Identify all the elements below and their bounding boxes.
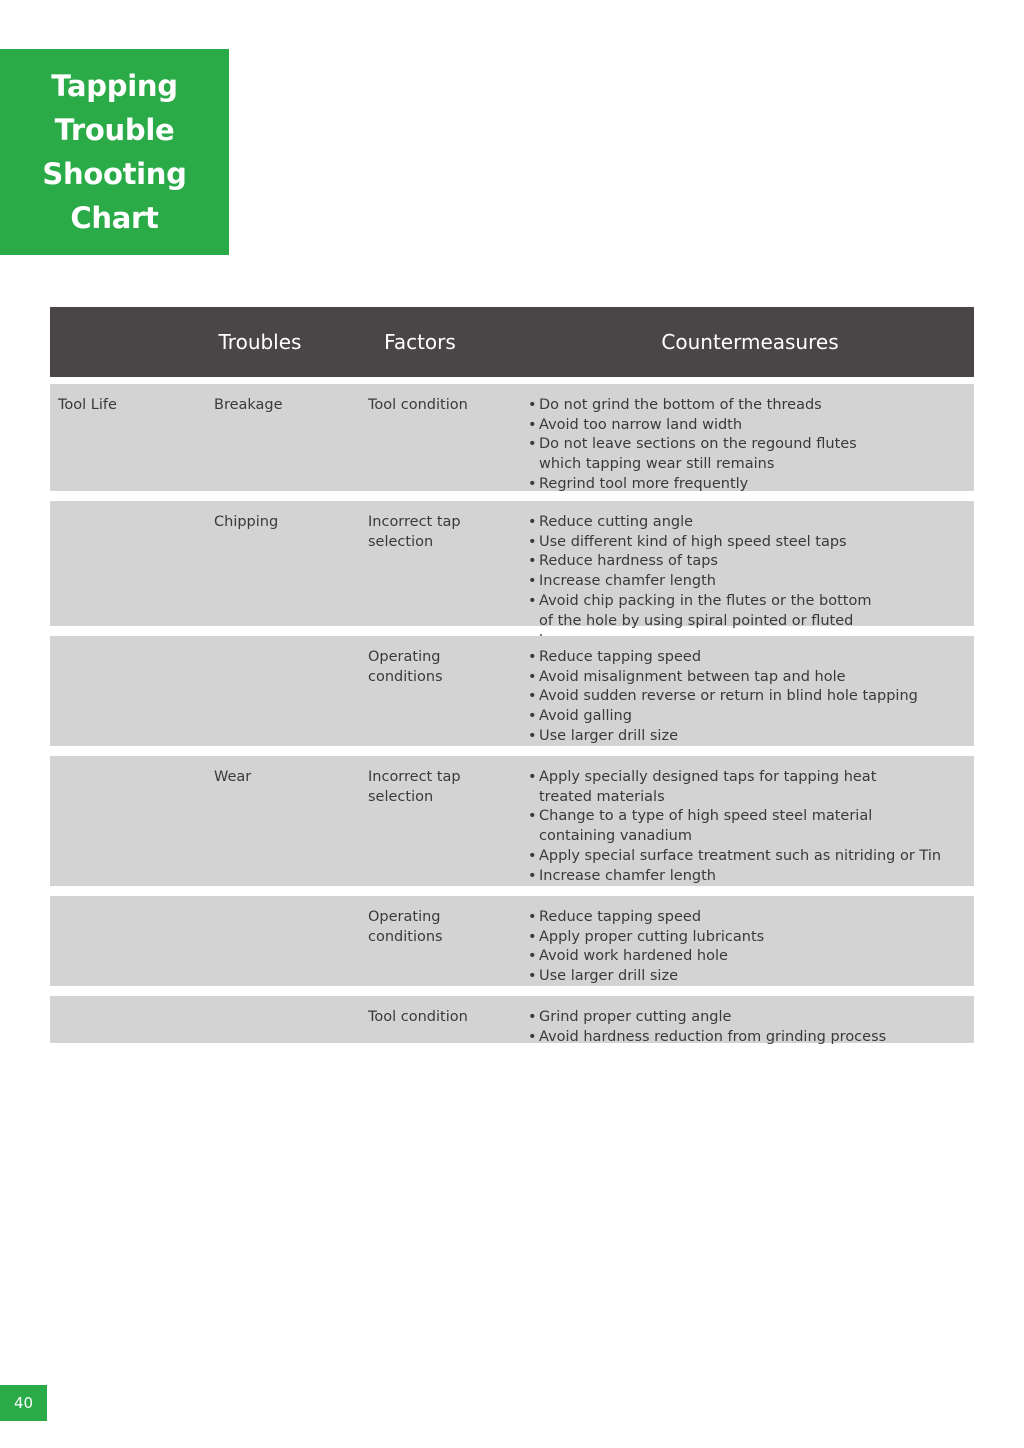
header-factors: Factors: [384, 330, 456, 354]
countermeasure-item: • Do not grind the bottom of the threads: [527, 396, 967, 416]
table-row: [50, 636, 974, 746]
countermeasure-item: • Avoid hardness reduction from grinding process: [527, 1028, 967, 1048]
row-divider: [50, 986, 974, 996]
countermeasure-item: • Avoid work hardened hole: [527, 947, 967, 967]
page-title-line: Trouble: [54, 113, 175, 147]
countermeasure-item: • Change to a type of high speed steel material containing vanadium: [527, 807, 879, 846]
countermeasure-item: • Use different kind of high speed steel taps: [527, 533, 967, 553]
row-divider: [50, 746, 974, 756]
countermeasure-item: • Apply proper cutting lubricants: [527, 928, 967, 948]
table-header: [50, 307, 974, 377]
row-factor: Incorrect tap selection: [368, 769, 461, 805]
table-row: [50, 756, 974, 886]
countermeasure-item: • Reduce cutting angle: [527, 513, 967, 533]
countermeasure-item: • Increase chamfer length: [527, 867, 967, 887]
page-title-line: Tapping: [51, 69, 178, 103]
countermeasure-item: • Use larger drill size: [527, 727, 967, 747]
header-troubles: Troubles: [218, 330, 302, 354]
page-title-line: Chart: [70, 201, 159, 235]
row-countermeasures: [527, 908, 967, 987]
table-row: [50, 896, 974, 986]
countermeasure-item: • Regrind tool more frequently: [527, 475, 967, 495]
countermeasure-item: • Do not leave sections on the regound flutes which tapping wear still remains: [527, 435, 859, 474]
row-countermeasures: [527, 768, 967, 886]
countermeasure-item: • Avoid too narrow land width: [527, 416, 967, 436]
row-trouble: Wear: [214, 769, 252, 785]
row-divider: [50, 886, 974, 896]
countermeasure-item: • Increase chamfer length: [527, 572, 967, 592]
page-number: 40: [0, 1385, 47, 1421]
countermeasure-item: • Avoid chip packing in the flutes or the bottom of the hole by using spiral pointed or fluted: [527, 592, 889, 651]
row-factor: Incorrect tap selection: [368, 514, 461, 550]
table-row: [50, 996, 974, 1043]
countermeasure-item: • Avoid sudden reverse or return in blind hole tapping: [527, 687, 967, 707]
countermeasure-item: • Reduce tapping speed: [527, 648, 967, 668]
header-divider: [50, 377, 974, 384]
row-factor: Tool condition: [368, 397, 468, 413]
row-countermeasures: [527, 648, 967, 747]
troubleshooting-table: [50, 307, 974, 1043]
row-category: Tool Life: [58, 397, 117, 413]
table-row: [50, 384, 974, 491]
row-trouble: Breakage: [214, 397, 283, 413]
row-trouble: Chipping: [214, 514, 279, 530]
countermeasure-item: • Apply special surface treatment such as nitriding or Tin: [527, 847, 967, 867]
row-countermeasures: [527, 513, 967, 651]
row-factor: Operating conditions: [368, 649, 443, 685]
header-countermeasures: Countermeasures: [661, 330, 839, 354]
row-factor: Tool condition: [368, 1009, 468, 1025]
table-row: [50, 501, 974, 629]
row-countermeasures: [527, 1008, 967, 1047]
countermeasure-item: • Reduce tapping speed: [527, 908, 967, 928]
page-title-block: [0, 49, 229, 255]
row-countermeasures: [527, 396, 967, 495]
countermeasure-item: • Use larger drill size: [527, 967, 967, 987]
countermeasure-item: • Avoid misalignment between tap and hole: [527, 668, 967, 688]
page-title-line: Shooting: [42, 157, 187, 191]
countermeasure-item: • Reduce hardness of taps: [527, 552, 967, 572]
countermeasure-item: • Apply specially designed taps for tapping heat treated materials: [527, 768, 879, 807]
countermeasure-item: • Avoid galling: [527, 707, 967, 727]
countermeasure-item: • Grind proper cutting angle: [527, 1008, 967, 1028]
row-factor: Operating conditions: [368, 909, 443, 945]
